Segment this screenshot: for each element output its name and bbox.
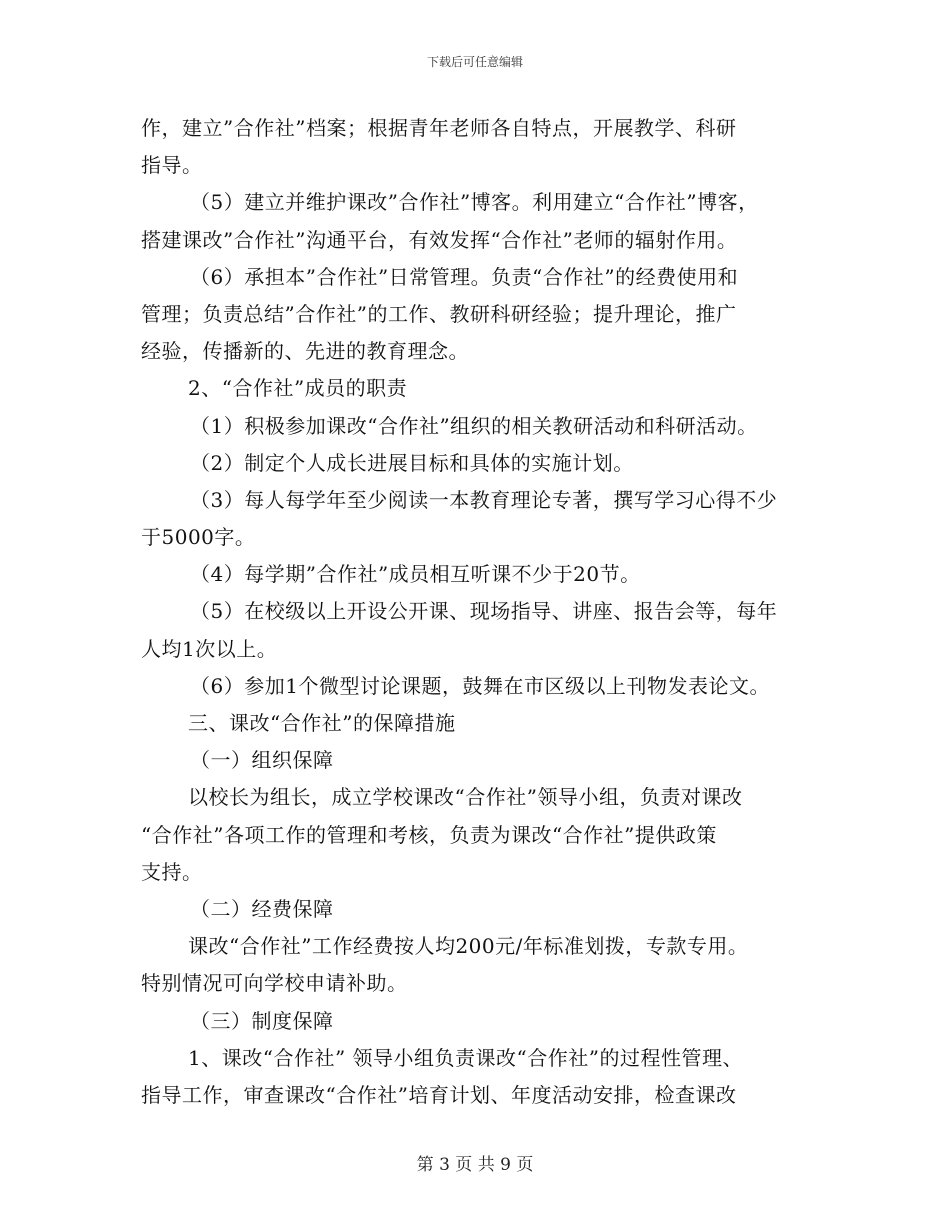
paragraph-line: 指导工作，审查课改“合作社”培育计划、年度活动安排，检查课改 <box>141 1082 737 1107</box>
paragraph-line: 经验，传播新的、先进的教育理念。 <box>141 339 469 364</box>
paragraph-line: （4）每学期”合作社”成员相互听课不少于20节。 <box>190 562 641 587</box>
paragraph-line: （1）积极参加课改“合作社”组织的相关教研活动和科研活动。 <box>190 413 758 438</box>
section-heading: 三、课改“合作社”的保障措施 <box>188 711 456 735</box>
paragraph-line: 1、课改“合作社” 领导小组负责课改“合作社”的过程性管理、 <box>188 1045 743 1070</box>
paragraph-line: （3）每人每学年至少阅读一本教育理论专著，撰写学习心得不少 <box>190 487 778 512</box>
paragraph-line: 课改“合作社”工作经费按人均200元/年标准划拨，专款专用。 <box>188 934 749 959</box>
paragraph-line: 作，建立”合作社”档案；根据青年老师各自特点，开展教学、科研 <box>141 116 737 140</box>
subsection-heading: （二）经费保障 <box>190 896 334 921</box>
page-header: 下载后可任意编辑 <box>426 55 523 69</box>
paragraph-line: 支持。 <box>141 859 203 884</box>
paragraph-line: 以校长为组长，成立学校课改“合作社”领导小组，负责对课改 <box>188 785 743 810</box>
paragraph-line: （5）建立并维护课改”合作社”博客。利用建立“合作社”博客， <box>190 190 759 215</box>
paragraph-line: 指导。 <box>141 153 203 178</box>
document-body <box>141 110 821 1114</box>
subsection-heading: （一）组织保障 <box>190 748 334 773</box>
paragraph-line: （6）参加1个微型讨论课题，鼓舞在市区级以上刊物发表论文。 <box>190 673 770 698</box>
paragraph-line: “合作社”各项工作的管理和考核，负责为课改“合作社”提供政策 <box>141 822 717 847</box>
paragraph-line: 人均1次以上。 <box>141 636 278 661</box>
subsection-heading: （三）制度保障 <box>190 1008 334 1033</box>
page-number: 第 3 页 共 9 页 <box>416 1155 534 1175</box>
section-heading: 2、“合作社”成员的职责 <box>188 376 408 401</box>
paragraph-line: （6）承担本”合作社”日常管理。负责“合作社”的经费使用和 <box>190 264 739 289</box>
paragraph-line: 特别情况可向学校申请补助。 <box>141 971 408 996</box>
paragraph-line: 于5000字。 <box>141 525 256 550</box>
paragraph-line: （5）在校级以上开设公开课、现场指导、讲座、报告会等，每年 <box>190 599 778 624</box>
paragraph-line: 搭建课改”合作社”沟通平台，有效发挥“合作社”老师的辐射作用。 <box>141 227 738 252</box>
paragraph-line: 管理；负责总结”合作社”的工作、教研科研经验；提升理论，推广 <box>141 301 737 326</box>
paragraph-line: （2）制定个人成长进展目标和具体的实施计划。 <box>190 450 634 475</box>
